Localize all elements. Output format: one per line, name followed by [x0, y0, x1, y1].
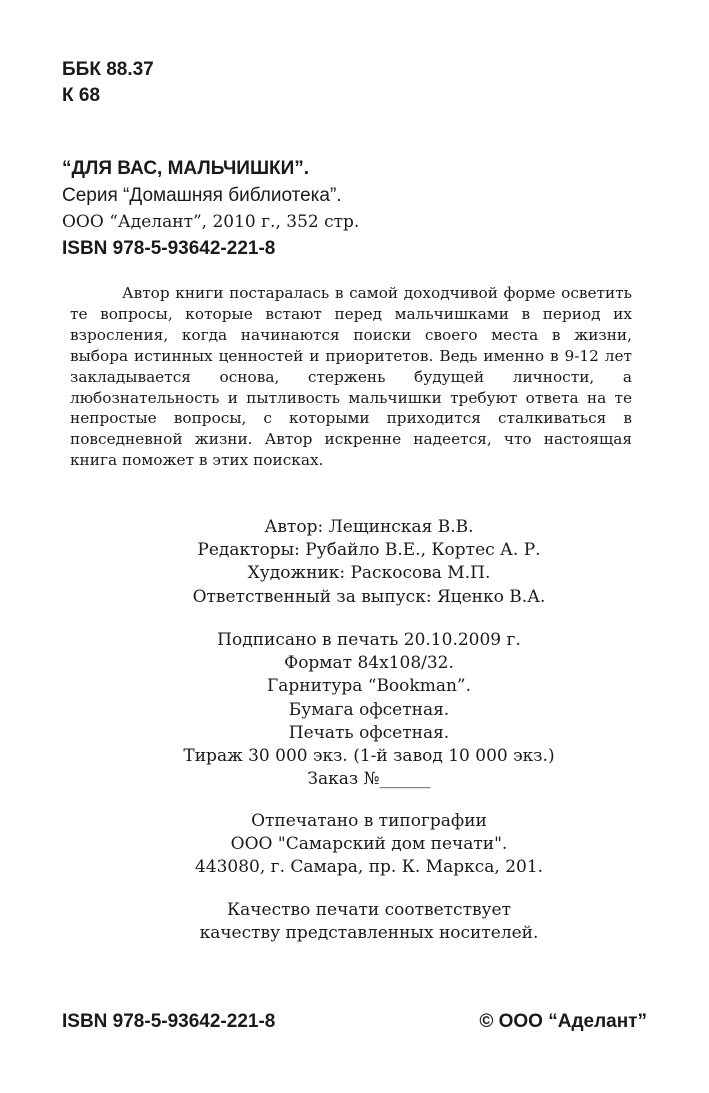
author-mark: К 68 [62, 85, 101, 106]
isbn-header: ISBN 978-5-93642-221-8 [62, 237, 276, 259]
printing-line: Печать офсетная. [288, 722, 450, 743]
footer-isbn: ISBN 978-5-93642-221-8 [62, 1011, 276, 1032]
circulation-line: Тираж 30 000 экз. (1-й завод 10 000 экз.) [183, 746, 555, 767]
typeface-line: Гарнитура “Bookman”. [266, 676, 472, 697]
publisher-line: ООО “Аделант”, 2010 г., 352 стр. [62, 212, 360, 232]
printer-address: 443080, г. Самара, пр. К. Маркса, 201. [194, 857, 544, 878]
printer-line-2: ООО "Самарский дом печати". [230, 834, 508, 855]
quality-line-2: качеству представленных носителей. [199, 923, 539, 944]
printer-line-1: Отпечатано в типографии [251, 811, 487, 831]
classification-block [62, 57, 154, 109]
format-line: Формат 84x108/32. [284, 653, 454, 674]
order-line: Заказ №______ [307, 769, 431, 790]
series-line: Серия “Домашняя библиотека”. [62, 184, 342, 206]
book-title: “ДЛЯ ВАС, МАЛЬЧИШКИ”. [62, 158, 310, 179]
paper-line: Бумага офсетная. [288, 699, 450, 720]
artist-credit: Художник: Раскосова М.П. [247, 563, 491, 584]
quality-line-1: Качество печати соответствует [226, 900, 512, 920]
author-credit: Автор: Лещинская В.В. [264, 517, 474, 537]
printer-block [0, 810, 709, 880]
editors-credit: Редакторы: Рубайло В.Е., Кортес А. Р. [197, 540, 541, 561]
bbk-code: ББК 88.37 [62, 59, 154, 80]
quality-block [0, 899, 709, 945]
responsible-credit: Ответственный за выпуск: Яценко В.А. [192, 586, 546, 607]
footer-copyright: © ООО “Аделант” [479, 1011, 647, 1032]
print-info-block [0, 629, 709, 791]
signed-date: Подписано в печать 20.10.2009 г. [217, 630, 521, 650]
abstract-paragraph: Автор книги постаралась в самой доходчивой форме осветить те вопросы, которые встают перед мальчишками в период их взросления, когда начинаются поиски своего места в жизни, выбора истинных ценностей и приоритетов. Ведь именно в 9-12 лет закладывается основа, стержень будущей личности, а любознательность и пытливость мальчишки требуют ответа на те непростые вопросы, с которыми приходится сталкиваться в повседневной жизни. Автор искренне надеется, что настоящая книга поможет в этих поисках. [70, 284, 632, 470]
credits-block [0, 516, 709, 609]
bibliographic-header [62, 156, 359, 262]
